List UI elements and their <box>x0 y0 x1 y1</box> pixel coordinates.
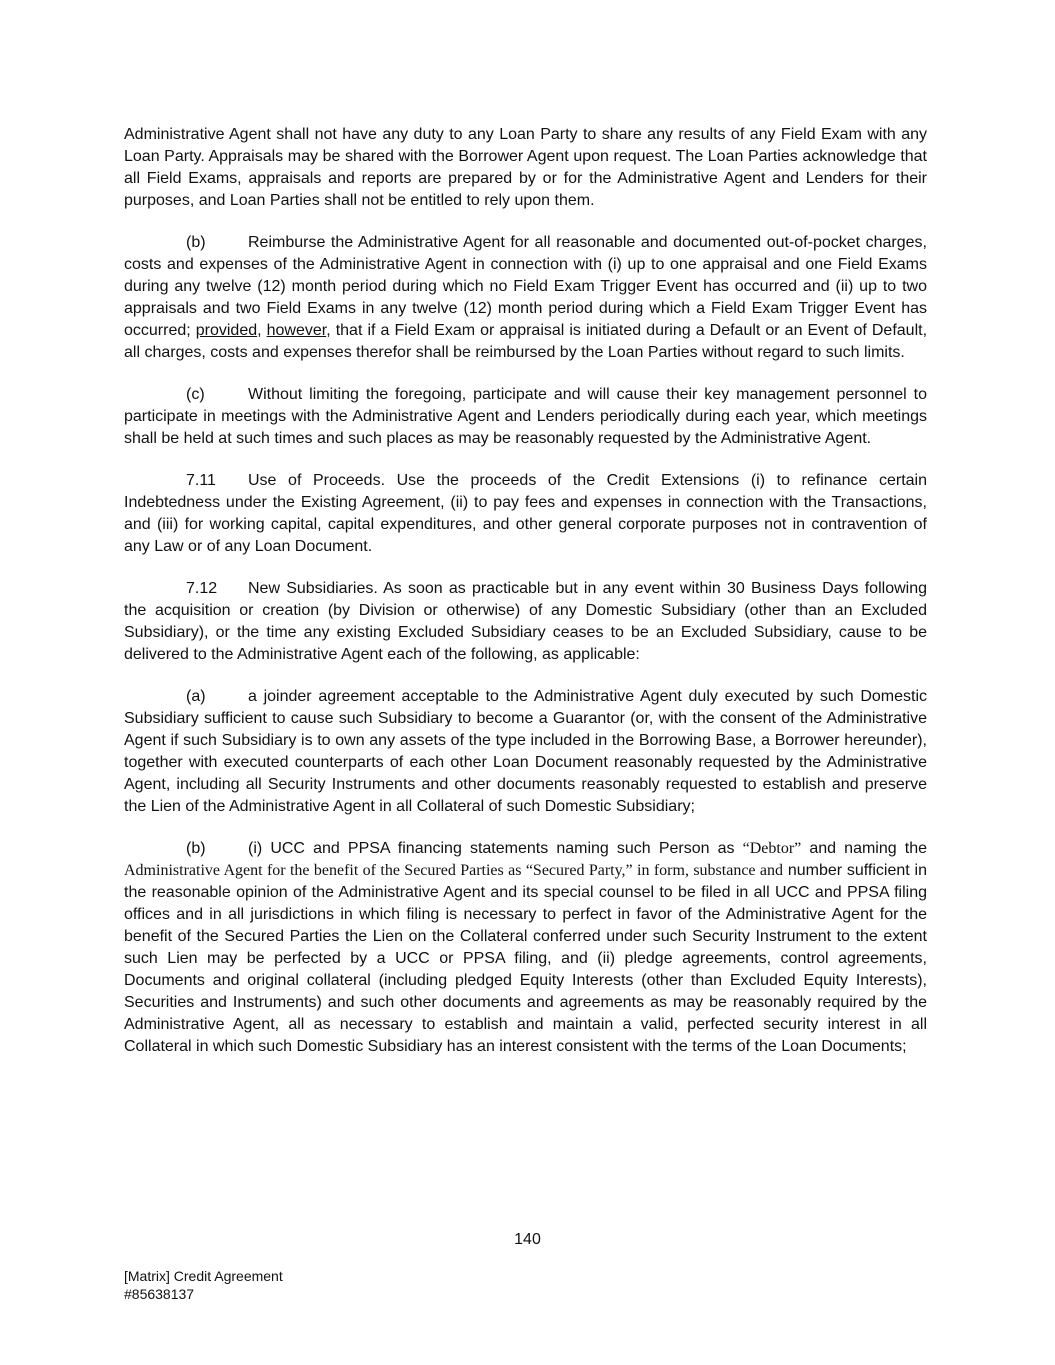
separator: , <box>257 322 267 339</box>
clause-label: (a) <box>186 688 206 705</box>
paragraph-text: Administrative Agent shall not have any duty to any Loan Party to share any results of any Field Exam with any Loan Party. Appraisals may be shared with the Borrower Agent upon request. The Loan Parties acknowledge that all Field Exams, appraisals and reports are prepared by or for the Administrative Agent and Lenders for their purposes, and Loan Parties shall not be entitled to rely upon them. <box>124 126 927 209</box>
clause-label: (b) <box>186 234 206 251</box>
serif-text: Administrative Agent for the benefit of the Secured Parties as “Secured Party,” in form, substance and <box>124 862 783 879</box>
paragraph-text: number sufficient in the reasonable opinion of the Administrative Agent and its special counsel to be filed in all UCC and PPSA filing offices and in all jurisdictions in which filing is necessary to perfect in favor of the Administrative Agent for the benefit of the Secured Parties the Lien on the Collateral conferred under such Security Instrument to the extent such Lien may be perfected by a UCC or PPSA filing, and (ii) pledge agreements, control agreements, Documents and original collateral (including pledged Equity Interests (other than Excluded Equity Interests), Securities and Instruments) and such other documents and agreements as may be reasonably required by the Administrative Agent, all as necessary to establish and maintain a valid, perfected security interest in all Collateral in which such Domestic Subsidiary has an interest consistent with the terms of the Loan Documents; <box>124 862 928 1055</box>
paragraph-text: (i) UCC and PPSA financing statements naming such Person as <box>248 840 743 857</box>
paragraph-c-meetings <box>124 384 927 450</box>
paragraph-field-exam <box>124 124 927 212</box>
debtor-term: “Debtor” <box>742 840 802 857</box>
paragraph-text: a joinder agreement acceptable to the Administrative Agent duly executed by such Domestic Subsidiary sufficient to cause such Subsidiary to become a Guarantor (or, with the consent of the Administrative Agent if such Subsidiary is to own any assets of the type included in the Borrowing Base, a Borrower hereunder), together with executed counterparts of each other Loan Document reasonably requested by the Administrative Agent, including all Security Instruments and other documents reasonably requested to establish and preserve the Lien of the Administrative Agent in all Collateral of such Domestic Subsidiary; <box>124 688 927 815</box>
paragraph-b-ucc <box>124 838 927 1058</box>
paragraph-a-joinder <box>124 686 927 818</box>
paragraph-text: Without limiting the foregoing, participate and will cause their key management personnel to participate in meetings with the Administrative Agent and Lenders periodically during each year, which meetings shall be held at such times and such places as may be reasonably requested by the Administrative Agent. <box>124 386 927 447</box>
paragraph-b-reimburse <box>124 232 927 364</box>
provided-term: provided <box>195 322 258 339</box>
paragraph-text: , that if a Field Exam or appraisal is initiated during a Default or an Event of Default, all charges, costs and expenses therefor shall be reimbursed by the Loan Parties without regard to such limits. <box>124 322 928 361</box>
section-7-11 <box>124 470 927 558</box>
clause-label: (c) <box>186 386 205 403</box>
section-number: 7.11 <box>186 472 216 489</box>
section-7-12 <box>124 578 927 666</box>
document-body <box>124 124 927 1078</box>
page-number: 140 <box>514 1231 541 1248</box>
however-term: however <box>266 322 327 339</box>
clause-label: (b) <box>186 840 206 857</box>
paragraph-text: Use of Proceeds. Use the proceeds of the Credit Extensions (i) to refinance certain Indebtedness under the Existing Agreement, (ii) to pay fees and expenses in connection with the Transactions, and (iii) for working capital, capital expenditures, and other general corporate purposes not in contravention of any Law or of any Loan Document. <box>124 472 927 555</box>
footer-doc-id: #85638137 <box>124 1286 195 1302</box>
paragraph-text: and naming the <box>801 840 928 857</box>
footer <box>124 1267 283 1303</box>
footer-title: [Matrix] Credit Agreement <box>124 1268 283 1284</box>
paragraph-text: Reimburse the Administrative Agent for all reasonable and documented out-of-pocket charges, costs and expenses of the Administrative Agent in connection with (i) up to one appraisal and one Field Exams during any twelve (12) month period during which no Field Exam Trigger Event has occurred and (ii) up to two appraisals and two Field Exams in any twelve (12) month period during which a Field Exam Trigger Event has occurred; <box>124 234 927 339</box>
paragraph-text: New Subsidiaries. As soon as practicable but in any event within 30 Business Days following the acquisition or creation (by Division or otherwise) of any Domestic Subsidiary (other than an Excluded Subsidiary), or the time any existing Excluded Subsidiary ceases to be an Excluded Subsidiary, cause to be delivered to the Administrative Agent each of the following, as applicable: <box>124 580 927 663</box>
section-number: 7.12 <box>186 580 218 597</box>
